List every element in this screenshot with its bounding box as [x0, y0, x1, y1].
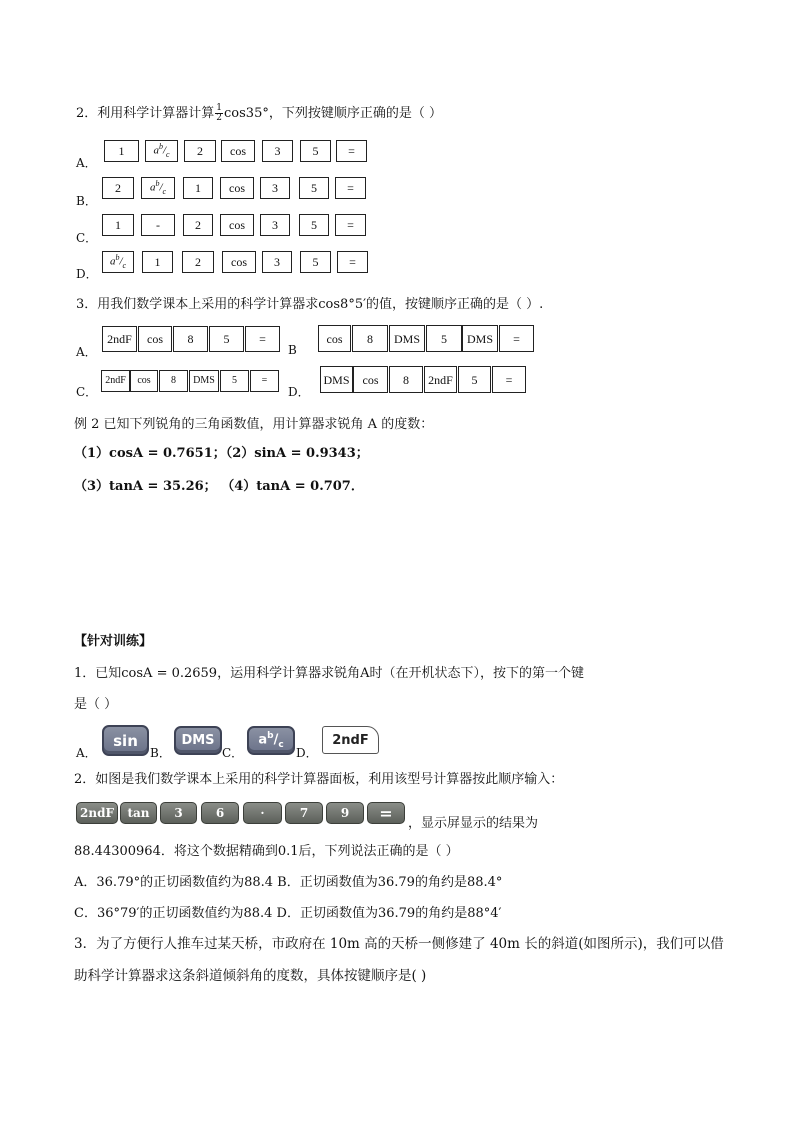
q3-option-c-key: cos [130, 370, 158, 392]
q3-option-c-key: 5 [220, 370, 249, 392]
q2-option-c-label: C． [76, 231, 98, 245]
2ndf-key: 2ndF [322, 726, 379, 754]
q3-option-b-key: = [499, 325, 534, 352]
q3-option-c-key: 8 [159, 370, 188, 392]
q3-option-b-key: DMS [389, 325, 425, 352]
training-q2-key: tan [120, 802, 157, 824]
q3-option-d-key: 8 [389, 366, 423, 393]
q2-option-b-key: 1 [183, 177, 213, 199]
q3-option-c-key: 2ndF [101, 370, 130, 392]
q2-option-a-key: = [336, 140, 367, 162]
q2-option-c-key: 5 [299, 214, 329, 236]
q3-stem: 3．用我们数学课本上采用的科学计算器求cos8°5′的值，按键顺序正确的是（ ）. [76, 297, 544, 312]
q3-option-a-label: A． [76, 345, 97, 359]
abc-fraction-symbol: $a^b/_c$ [109, 253, 127, 270]
fraction-half [215, 104, 223, 123]
q2-option-d-label: D． [76, 267, 98, 281]
q2-option-d-key: = [337, 251, 368, 273]
q3-option-d-key: 2ndF [424, 366, 457, 393]
q3-option-a-key: 2ndF [102, 326, 137, 352]
q3-option-a-key: = [245, 326, 280, 352]
q3-option-b-key: 8 [352, 325, 388, 352]
fraction-key: $a^b/_c$ [247, 726, 295, 755]
q2-prefix: 2．利用科学计算器计算 [76, 106, 215, 121]
training-q1-option-d-label: D． [296, 746, 318, 760]
training-q3-line-2: 助科学计算器求这条斜道倾斜角的度数，具体按键顺序是( ) [74, 968, 427, 984]
training-q2-key: 3 [160, 802, 197, 824]
frac-den: 2 [216, 113, 223, 123]
training-title: 【针对训练】 [74, 634, 153, 649]
abc-fraction-symbol: $a^b/_c$ [149, 179, 167, 196]
q3-option-c-key: = [250, 370, 279, 392]
q2-option-d-key: 3 [262, 251, 292, 273]
training-q1-option-c-label: C． [222, 746, 244, 760]
q3-option-b-label: B [288, 343, 297, 357]
training-q2-key: 7 [285, 802, 323, 824]
training-q2-key: = [367, 802, 405, 824]
training-q2-key: 2ndF [76, 802, 118, 824]
training-q2-key: · [243, 802, 282, 824]
q2-suffix: cos35°，下列按键顺序正确的是（ ） [224, 106, 442, 121]
q3-option-d-label: D． [288, 385, 310, 399]
q3-option-b-key: DMS [462, 325, 498, 352]
training-q1-option-a-label: A． [76, 746, 97, 760]
q3-option-a-key: cos [138, 326, 172, 352]
q2-option-a-key: cos [221, 140, 255, 162]
q3-option-b-key: cos [318, 325, 351, 352]
fraction-key [102, 251, 134, 273]
q2-option-c-key: - [141, 214, 175, 236]
q2-option-d-key: 5 [300, 251, 331, 273]
frac-num: 1 [216, 103, 223, 113]
training-q1-line-2: 是（ ） [74, 697, 118, 712]
training-q1-option-b-label: B． [150, 746, 171, 760]
fraction-key [145, 140, 178, 162]
q2-option-a-key: 2 [184, 140, 216, 162]
q3-option-d-key: DMS [320, 366, 353, 393]
training-q1-line-1: 1．已知cosA = 0.2659，运用科学计算器求锐角A时（在开机状态下），按下的第一个键 [74, 666, 584, 681]
q3-option-d-key: = [492, 366, 526, 393]
sin-key: sin [102, 725, 149, 756]
training-q3-line-1: 3．为了方便行人推车过某天桥，市政府在 10m 高的天桥一侧修建了 40m 长的斜道(如图所示)，我们可以借 [74, 936, 724, 952]
q3-option-b-key: 5 [426, 325, 462, 352]
q3-option-d-key: cos [353, 366, 388, 393]
example-2-line-1: （1）cosA = 0.7651；（2）sinA = 0.9343； [74, 446, 369, 461]
q2-option-c-key: cos [220, 214, 254, 236]
q3-option-d-key: 5 [458, 366, 491, 393]
dms-key: DMS [174, 726, 222, 755]
abc-fraction-symbol: $a^b/_c$ [153, 142, 170, 159]
fraction-key [141, 177, 175, 199]
training-q2-line-1: 2．如图是我们数学课本上采用的科学计算器面板，利用该型号计算器按此顺序输入： [74, 772, 564, 787]
q2-option-a-key: 3 [262, 140, 293, 162]
q2-option-c-key: 2 [183, 214, 213, 236]
q2-option-a-label: A． [76, 156, 97, 170]
training-q2-line-3: 88.44300964．将这个数据精确到0.1后，下列说法正确的是（ ） [74, 844, 459, 859]
q2-option-a-key: 1 [104, 140, 139, 162]
q2-option-b-key: 5 [299, 177, 329, 199]
q2-option-a-key: 5 [300, 140, 331, 162]
q3-option-c-label: C． [76, 385, 98, 399]
q2-option-b-key: 2 [102, 177, 134, 199]
training-q2-after-keys: ，显示屏显示的结果为 [408, 816, 539, 831]
q2-option-b-label: B． [76, 194, 97, 208]
q2-option-b-key: 3 [260, 177, 290, 199]
training-q2-options-ab: A．36.79°的正切函数值约为88.4 B．正切函数值为36.79的角约是88.4° [74, 875, 503, 890]
q2-option-d-key: 1 [142, 251, 173, 273]
example-2-title: 例 2 已知下列锐角的三角函数值，用计算器求锐角 A 的度数： [74, 417, 434, 432]
q3-option-c-key: DMS [189, 370, 219, 392]
q2-option-b-key: cos [220, 177, 254, 199]
q2-option-c-key: = [335, 214, 366, 236]
training-q2-key: 9 [326, 802, 364, 824]
q2-option-d-key: cos [222, 251, 256, 273]
q2-stem [76, 104, 442, 123]
q3-option-a-key: 8 [173, 326, 208, 352]
q2-option-b-key: = [335, 177, 366, 199]
q2-option-c-key: 3 [260, 214, 290, 236]
q2-option-c-key: 1 [102, 214, 134, 236]
q3-option-a-key: 5 [209, 326, 244, 352]
training-q2-options-cd: C．36°79′的正切函数值约为88.4 D．正切函数值为36.79的角约是88°4′ [74, 906, 502, 921]
training-q2-key: 6 [201, 802, 239, 824]
example-2-line-2: （3）tanA = 35.26； （4）tanA = 0.707． [74, 479, 364, 494]
q2-option-d-key: 2 [182, 251, 214, 273]
